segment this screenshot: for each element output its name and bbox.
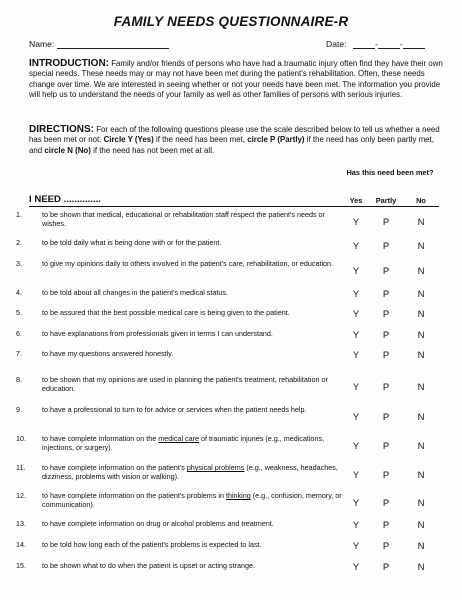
question-item bbox=[16, 210, 342, 229]
question-text: to have explanations from professionals given in terms I can understand. bbox=[42, 329, 273, 338]
answer-choice-y[interactable]: Y bbox=[352, 562, 360, 573]
answer-choice-p[interactable]: P bbox=[382, 266, 390, 277]
question-text: to be shown what to do when the patient is upset or acting strange. bbox=[42, 561, 255, 570]
question-text: to have complete information on drug or alcohol problems and treatment. bbox=[42, 519, 274, 528]
date-separator: - bbox=[374, 39, 378, 49]
directions-text: if the need has not been met at all. bbox=[93, 145, 215, 155]
answer-choice-n[interactable]: N bbox=[417, 562, 425, 573]
question-item bbox=[16, 238, 342, 247]
answer-choice-n[interactable]: N bbox=[417, 498, 425, 509]
introduction-paragraph bbox=[29, 59, 443, 100]
answer-choice-n[interactable]: N bbox=[417, 441, 425, 452]
question-number: 2. bbox=[16, 238, 22, 247]
question-text: to have complete information on the patient's problems in bbox=[42, 491, 226, 500]
answer-choice-n[interactable]: N bbox=[417, 309, 425, 320]
question-number: 6. bbox=[16, 329, 22, 338]
question-text: to have a professional to turn to for advice or services when the patient needs help. bbox=[42, 405, 307, 414]
question-text: to give my opinions daily to others involved in the patient's care, rehabilitation, or education. bbox=[42, 259, 334, 268]
date-label: Date: bbox=[326, 39, 347, 49]
answer-choice-p[interactable]: P bbox=[382, 330, 390, 341]
answer-choice-n[interactable]: N bbox=[417, 470, 425, 481]
question-number: 9. bbox=[16, 405, 22, 414]
directions-circle-p: circle P (Partly) bbox=[247, 135, 305, 145]
directions-text: if the need has only been partly met, and bbox=[29, 135, 434, 155]
question-text: to be told how long each of the patient's problems is expected to last. bbox=[42, 540, 262, 549]
column-question-header: Has this need been met? bbox=[346, 168, 434, 177]
answer-choice-y[interactable]: Y bbox=[352, 498, 360, 509]
answer-choice-y[interactable]: Y bbox=[352, 309, 360, 320]
answer-choice-n[interactable]: N bbox=[417, 217, 425, 228]
answer-choice-y[interactable]: Y bbox=[352, 441, 360, 452]
answer-choice-y[interactable]: Y bbox=[352, 520, 360, 531]
answer-choice-p[interactable]: P bbox=[382, 241, 390, 252]
no-column-header: No bbox=[416, 196, 426, 205]
directions-text: For each of the following questions please use the scale described below to tell us whether a need has been met or not. bbox=[29, 125, 440, 145]
date-month-blank[interactable] bbox=[353, 39, 375, 49]
partly-column-header: Partly bbox=[375, 196, 397, 205]
question-item bbox=[16, 308, 342, 317]
directions-heading: DIRECTIONS: bbox=[29, 124, 94, 135]
answer-choice-y[interactable]: Y bbox=[352, 289, 360, 300]
answer-choice-p[interactable]: P bbox=[382, 217, 390, 228]
question-number: 3. bbox=[16, 259, 22, 268]
question-number: 7. bbox=[16, 349, 22, 358]
answer-choice-p[interactable]: P bbox=[382, 350, 390, 361]
answer-choice-p[interactable]: P bbox=[382, 562, 390, 573]
header-divider bbox=[29, 206, 439, 207]
question-item bbox=[16, 375, 342, 394]
question-text: to be shown that medical, educational or rehabilitation staff respect the patient's needs or wishes. bbox=[42, 210, 325, 229]
question-emphasis: medical care bbox=[158, 434, 200, 443]
question-number: 4. bbox=[16, 288, 22, 297]
answer-choice-y[interactable]: Y bbox=[352, 382, 360, 393]
name-label: Name: bbox=[29, 39, 55, 49]
yes-column-header: Yes bbox=[349, 196, 363, 205]
question-item bbox=[16, 463, 342, 482]
answer-choice-n[interactable]: N bbox=[417, 330, 425, 341]
answer-choice-p[interactable]: P bbox=[382, 520, 390, 531]
question-text-continued: of traumatic injuries (e.g., medications, injections, or surgery). bbox=[42, 434, 325, 453]
introduction-text: Family and/or friends of persons who have had a traumatic injury often find they have their own special needs. These needs may or may not have been met during the patient's rehabilitation. Often, these needs change over time. We are interested in seeing whether or not your needs have been met. The information you provide will help us to understand the needs of your family as well as other families of persons with serious injuries. bbox=[29, 59, 443, 99]
introduction-heading: INTRODUCTION: bbox=[29, 58, 109, 69]
date-field[interactable] bbox=[326, 39, 425, 49]
question-emphasis: physical problems bbox=[186, 463, 245, 472]
page-title: FAMILY NEEDS QUESTIONNAIRE-R bbox=[113, 14, 349, 29]
name-field[interactable] bbox=[29, 39, 169, 49]
answer-choice-p[interactable]: P bbox=[382, 309, 390, 320]
question-text-continued: (e.g., confusion, memory, or communication). bbox=[42, 491, 342, 510]
question-number: 12. bbox=[16, 491, 26, 500]
answer-choice-p[interactable]: P bbox=[382, 289, 390, 300]
answer-choice-p[interactable]: P bbox=[382, 441, 390, 452]
answer-choice-p[interactable]: P bbox=[382, 382, 390, 393]
question-text: to be assured that the best possible medical care is being given to the patient. bbox=[42, 308, 290, 317]
directions-circle-y: Circle Y (Yes) bbox=[103, 135, 154, 145]
answer-choice-n[interactable]: N bbox=[417, 541, 425, 552]
question-item bbox=[16, 540, 342, 549]
question-number: 11. bbox=[16, 463, 26, 472]
answer-choice-y[interactable]: Y bbox=[352, 412, 360, 423]
question-text: to have complete information on the bbox=[42, 434, 159, 443]
answer-choice-n[interactable]: N bbox=[417, 382, 425, 393]
answer-choice-y[interactable]: Y bbox=[352, 330, 360, 341]
directions-circle-n: circle N (No) bbox=[44, 145, 91, 155]
question-text-continued: (e.g., weakness, headaches, dizziness, problems with vision or walking). bbox=[42, 463, 338, 482]
question-number: 14. bbox=[16, 540, 26, 549]
date-day-blank[interactable] bbox=[378, 39, 400, 49]
question-item bbox=[16, 349, 342, 358]
question-item bbox=[16, 288, 342, 297]
question-item bbox=[16, 561, 342, 570]
directions-text: if the need has been met, bbox=[155, 135, 246, 145]
answer-choice-n[interactable]: N bbox=[417, 350, 425, 361]
question-item bbox=[16, 329, 342, 338]
answer-choice-p[interactable]: P bbox=[382, 541, 390, 552]
answer-choice-y[interactable]: Y bbox=[352, 241, 360, 252]
answer-choice-y[interactable]: Y bbox=[352, 217, 360, 228]
answer-choice-y[interactable]: Y bbox=[352, 350, 360, 361]
answer-choice-n[interactable]: N bbox=[417, 412, 425, 423]
question-item bbox=[16, 405, 342, 414]
question-number: 15. bbox=[16, 561, 26, 570]
question-number: 1. bbox=[16, 210, 22, 219]
question-text: to be told daily what is being done with or for the patient. bbox=[42, 238, 222, 247]
answer-choice-y[interactable]: Y bbox=[352, 266, 360, 277]
name-blank[interactable] bbox=[57, 39, 169, 49]
question-number: 13. bbox=[16, 519, 26, 528]
question-text: to have my questions answered honestly. bbox=[42, 349, 174, 358]
answer-choice-y[interactable]: Y bbox=[352, 470, 360, 481]
answer-choice-p[interactable]: P bbox=[382, 412, 390, 423]
answer-choice-p[interactable]: P bbox=[382, 470, 390, 481]
answer-choice-n[interactable]: N bbox=[417, 266, 425, 277]
answer-choice-n[interactable]: N bbox=[417, 520, 425, 531]
directions-paragraph bbox=[29, 125, 443, 156]
answer-choice-n[interactable]: N bbox=[417, 241, 425, 252]
answer-choice-p[interactable]: P bbox=[382, 498, 390, 509]
question-number: 5. bbox=[16, 308, 22, 317]
question-number: 8. bbox=[16, 375, 22, 384]
date-year-blank[interactable] bbox=[403, 39, 425, 49]
question-number: 10. bbox=[16, 434, 26, 443]
question-item bbox=[16, 491, 342, 510]
i-need-heading: I NEED .............. bbox=[29, 194, 101, 205]
question-emphasis: thinking bbox=[225, 491, 251, 500]
question-item bbox=[16, 259, 342, 268]
answer-choice-y[interactable]: Y bbox=[352, 541, 360, 552]
question-text: to have complete information on the patient's bbox=[42, 463, 187, 472]
question-item bbox=[16, 519, 342, 528]
question-text: to be told about all changes in the patient's medical status. bbox=[42, 288, 228, 297]
question-text: to be shown that my opinions are used in planning the patient's treatment, rehabilitation or education. bbox=[42, 375, 328, 394]
answer-choice-n[interactable]: N bbox=[417, 289, 425, 300]
date-separator: - bbox=[399, 39, 403, 49]
question-item bbox=[16, 434, 342, 453]
